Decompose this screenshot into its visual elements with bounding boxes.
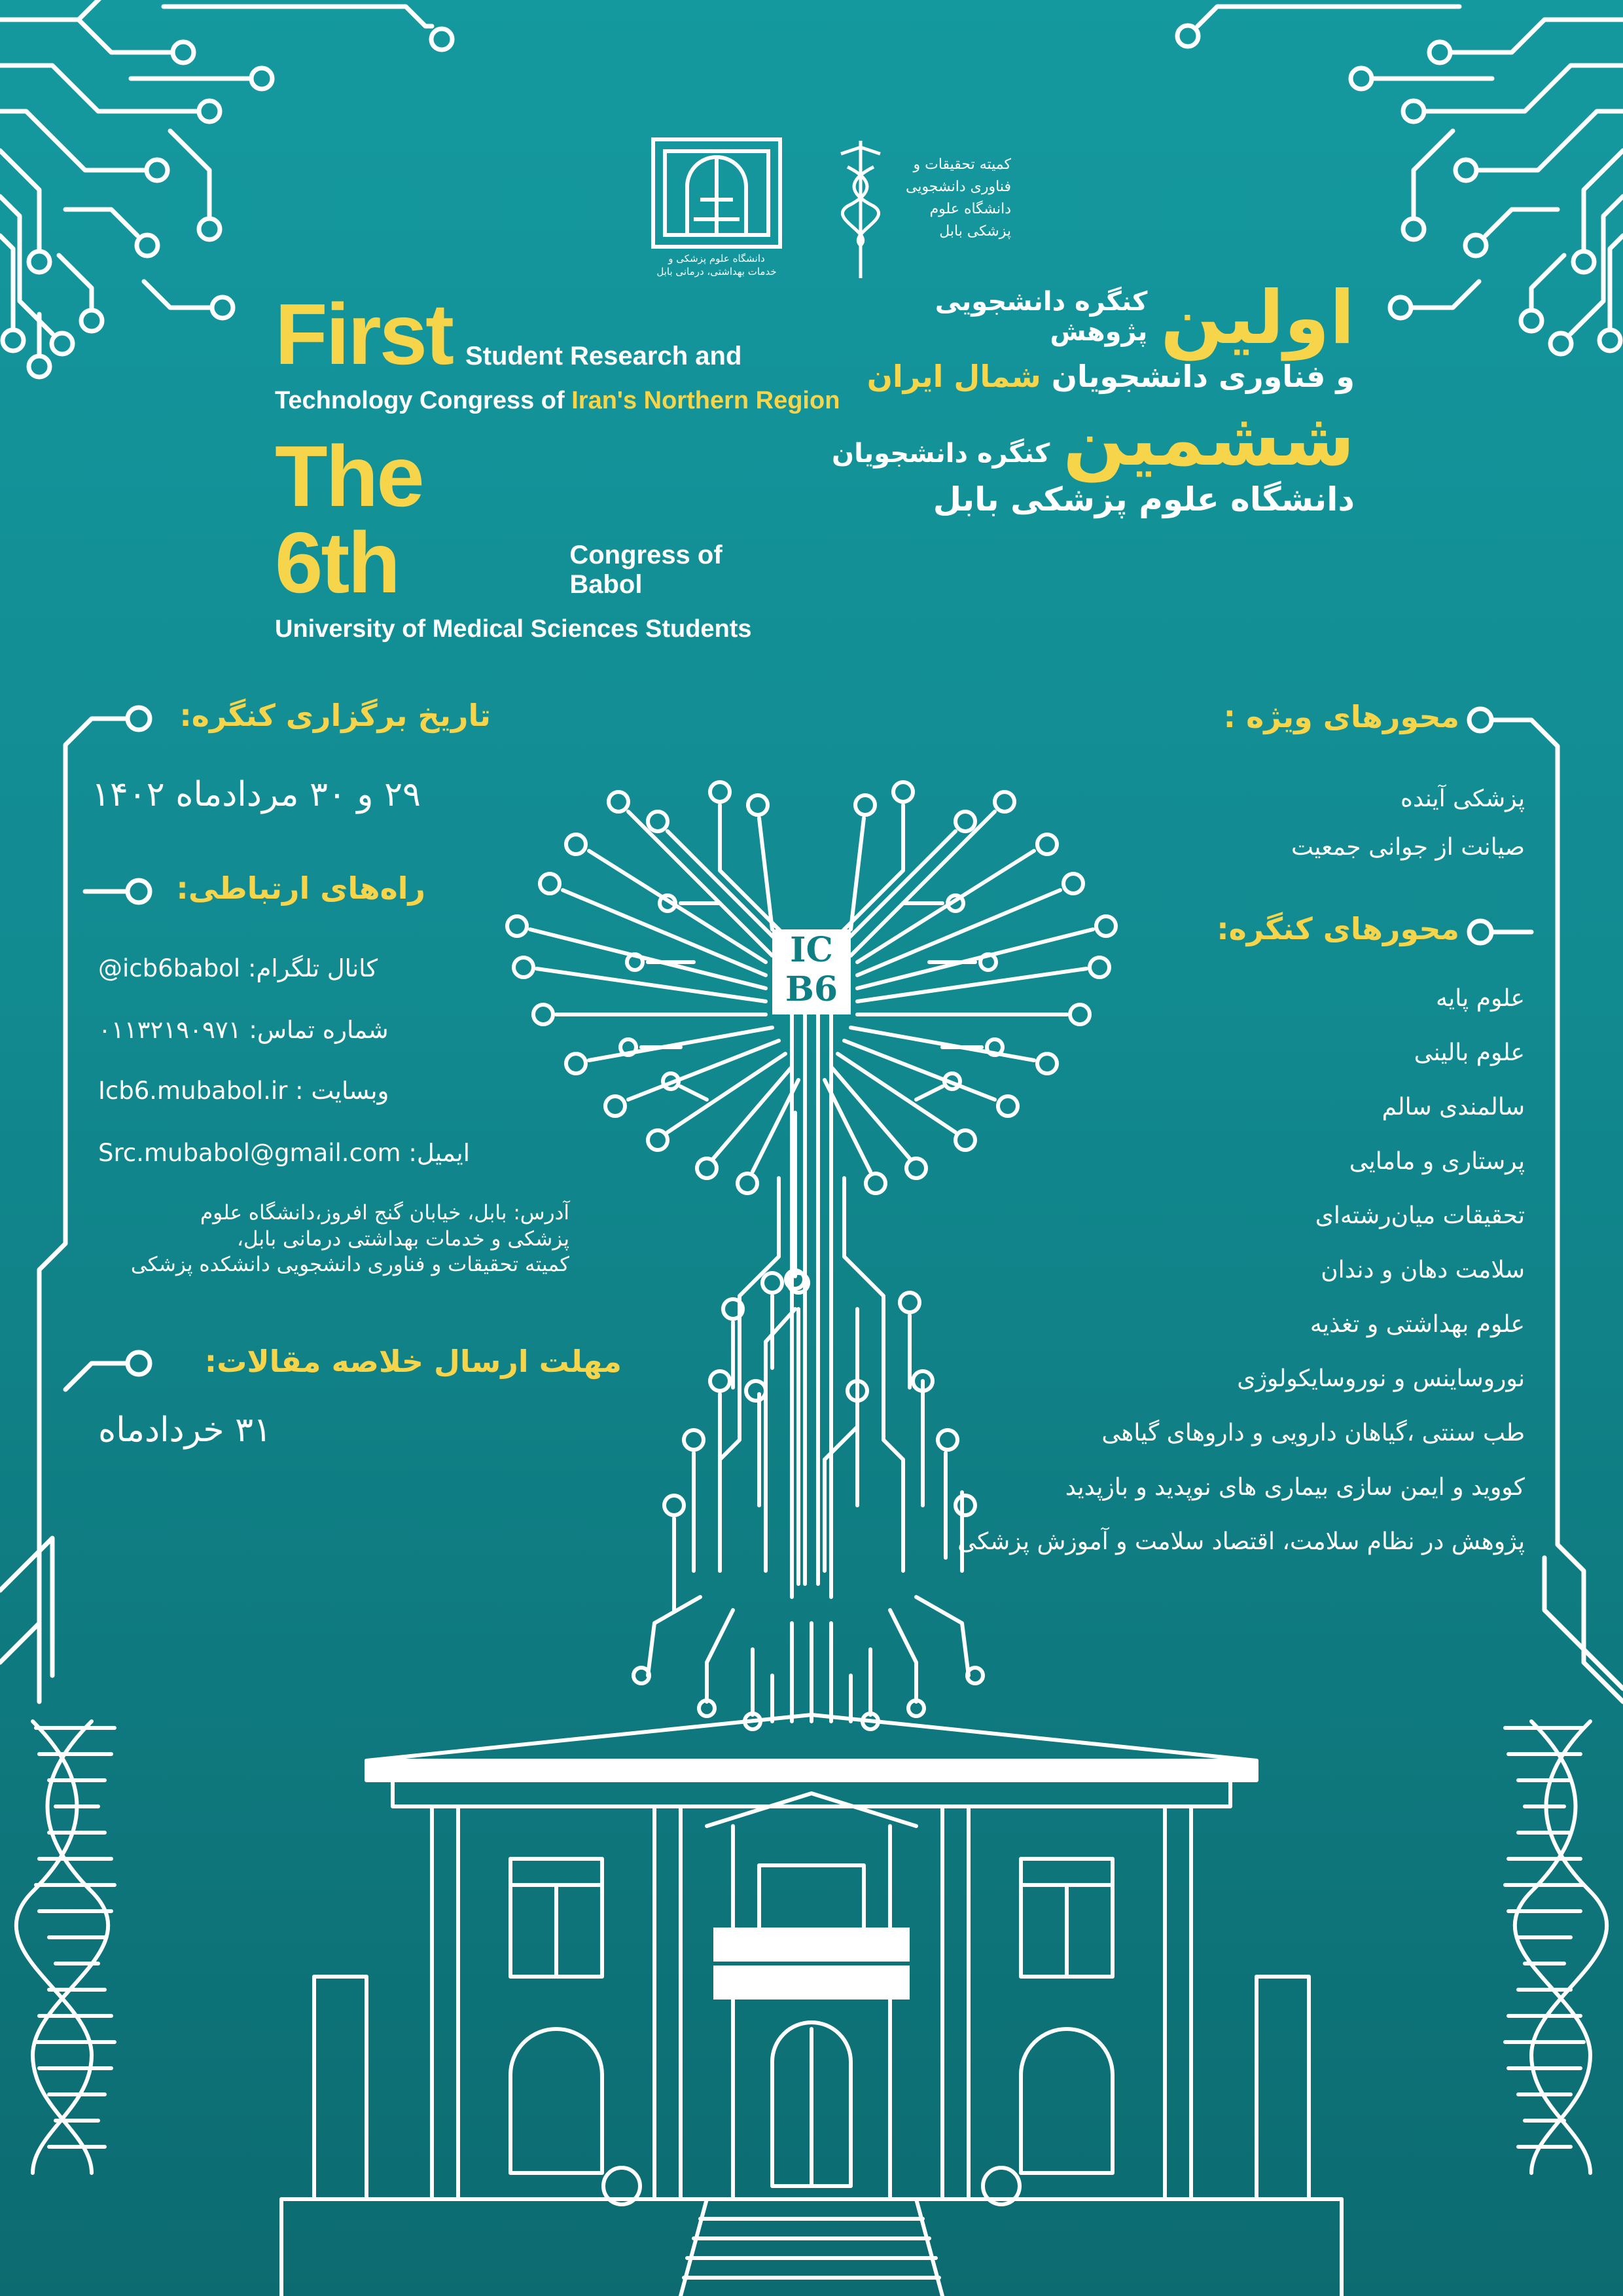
- deadline-heading: مهلت ارسال خلاصه مقالات:: [204, 1344, 622, 1379]
- congress-topics-list: [851, 985, 1525, 1583]
- website-link[interactable]: Icb6.mubabol.ir: [98, 1077, 288, 1105]
- special-topics-heading: محورهای ویژه :: [1223, 699, 1459, 734]
- address-line: پزشکی و خدمات بهداشتی درمانی بابل،: [236, 1227, 569, 1251]
- title-sixth-tail-fa: کنگره دانشجویان: [831, 439, 1050, 469]
- icb6-emblem: [772, 931, 851, 1014]
- date-heading: تاریخ برگزاری کنگره:: [179, 698, 491, 733]
- email-link[interactable]: Src.mubabol@gmail.com: [98, 1139, 401, 1167]
- title-line2-fa-white: و فناوری دانشجویان: [1041, 359, 1355, 394]
- title-line4-en: University of Medical Sciences Students: [275, 615, 752, 643]
- dna-left: [16, 1721, 115, 2173]
- title-line2-fa-yellow: شمال ایران: [866, 359, 1041, 394]
- research-committee-logo: [834, 128, 1011, 285]
- topic-item: علوم بهداشتی و تغذیه: [1310, 1311, 1525, 1338]
- topic-item: سلامت دهان و دندان: [1321, 1257, 1525, 1283]
- topic-item: نوروساینس و نوروسایکولوژی: [1237, 1365, 1525, 1392]
- date-value: ۲۹ و ۳۰ مردادماه ۱۴۰۲: [92, 775, 421, 814]
- title-sixth-en: The 6th: [275, 428, 423, 611]
- phone-row: [98, 1016, 465, 1044]
- contact-heading: راه‌های ارتباطی:: [176, 870, 425, 906]
- english-title: [275, 286, 840, 643]
- title-sixth-tail-en: Congress of Babol: [569, 541, 722, 599]
- university-caption: دانشگاه علوم پزشکی و خدمات بهداشتی، درمانی بابل: [656, 253, 777, 278]
- title-first-fa: اولین: [1160, 276, 1355, 361]
- topic-item: تحقیقات میان‌رشته‌ای: [1315, 1202, 1525, 1229]
- address-line: آدرس: بابل، خیابان گنج افروز،دانشگاه علوم: [200, 1201, 569, 1225]
- address-line: کمیته تحقیقات و فناوری دانشجویی دانشکده پزشکی: [130, 1253, 569, 1277]
- topic-item: سالمندی سالم: [1382, 1094, 1525, 1121]
- email-label: ایمیل:: [408, 1139, 470, 1167]
- congress-topics-heading: محورهای کنگره:: [1217, 911, 1459, 946]
- university-logo: [648, 134, 785, 298]
- icb6-row2: B6: [785, 969, 838, 1009]
- title-first-tail-en: Student Research and: [465, 342, 742, 370]
- website-label: وبسایت :: [295, 1077, 389, 1105]
- dna-right: [1505, 1721, 1607, 2173]
- title-line2-en-white: Technology Congress of: [275, 387, 572, 414]
- building-illustration: [281, 1715, 1342, 2296]
- phone-value[interactable]: ۰۱۱۳۲۱۹۰۹۷۱: [98, 1016, 241, 1044]
- research-committee-text: کمیته تحقیقات و فناوری دانشجویی دانشگاه علوم پزشکی بابل: [905, 156, 1011, 240]
- topic-item: کووید و ایمن سازی بیماری های نوپدید و بازپدید: [1065, 1474, 1525, 1501]
- title-line2-en: [275, 387, 840, 415]
- telegram-link[interactable]: @icb6babol: [98, 954, 241, 982]
- website-row: [98, 1077, 491, 1105]
- special-topic-item: صیانت از جوانی جمعیت: [1291, 834, 1525, 861]
- title-first-tail-fa: کنگره دانشجویی پژوهش: [935, 287, 1148, 347]
- title-sixth-fa: ششمین: [1063, 397, 1355, 482]
- address-block: [98, 1200, 569, 1278]
- title-line4-fa: دانشگاه علوم پزشکی بابل: [933, 480, 1355, 518]
- topic-item: علوم پایه: [1435, 985, 1525, 1012]
- topic-item: پرستاری و مامایی: [1349, 1148, 1525, 1175]
- email-row: [98, 1139, 530, 1167]
- topic-item: طب سنتی ،گیاهان دارویی و داروهای گیاهی: [1101, 1420, 1525, 1446]
- topic-item: پژوهش در نظام سلامت، اقتصاد سلامت و آموزش پزشکی: [957, 1528, 1525, 1555]
- icb6-row1: IC: [790, 930, 833, 970]
- topic-item: علوم بالینی: [1414, 1039, 1525, 1066]
- title-line2-en-yellow: Iran's Northern Region: [571, 387, 840, 414]
- title-line2-fa: [831, 359, 1355, 394]
- special-topic-item: پزشکی آینده: [1400, 785, 1525, 812]
- title-first-en: First: [275, 286, 453, 382]
- phone-label: شماره تماس:: [249, 1016, 389, 1044]
- caduceus-icon: [834, 128, 887, 285]
- university-emblem-icon: [648, 134, 785, 252]
- telegram-label: کانال تلگرام:: [247, 954, 378, 982]
- telegram-row: [98, 954, 465, 982]
- persian-title: [831, 276, 1355, 518]
- deadline-value: ۳۱ خردادماه: [98, 1410, 272, 1450]
